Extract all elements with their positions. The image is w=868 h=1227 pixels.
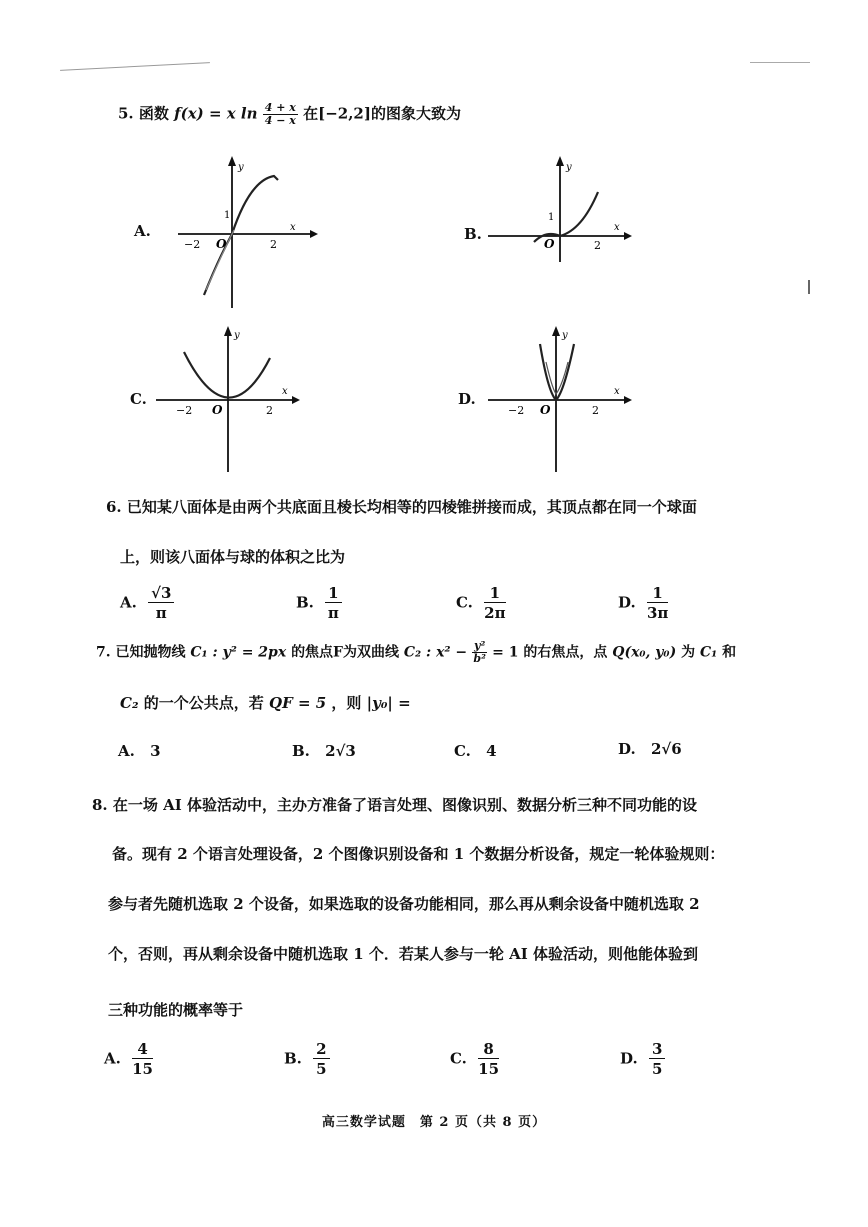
numerator: √3	[148, 584, 174, 603]
denominator: 2π	[484, 604, 506, 622]
scan-mark-top-left	[60, 62, 210, 71]
origin: O	[544, 237, 555, 251]
q8-line2: 备。现有 2 个语言处理设备，2 个图像识别设备和 1 个数据分析设备，规定一轮体验规则：	[112, 845, 725, 863]
q5-graph-a	[170, 150, 320, 315]
q5-graph-b	[486, 150, 636, 315]
q5-fraction	[263, 102, 298, 127]
denominator: 15	[132, 1060, 153, 1078]
q5-graph-c	[154, 322, 304, 474]
option-label: D.	[618, 740, 636, 758]
q5-stem	[118, 102, 461, 127]
denominator: 15	[478, 1060, 500, 1078]
q5-option-b-label: B.	[464, 225, 482, 243]
y-axis-arrow	[552, 326, 560, 336]
option-label: C.	[450, 1049, 467, 1068]
x-axis-name: x	[290, 222, 296, 233]
y-axis-name: y	[566, 162, 572, 173]
option-label: C.	[456, 593, 473, 612]
tick-pos: 2	[266, 404, 273, 417]
q8-number: 8.	[92, 796, 108, 814]
origin: O	[212, 403, 223, 417]
numerator: 3	[649, 1040, 665, 1059]
numerator: 1	[647, 584, 668, 603]
q7-line2	[120, 692, 411, 713]
numerator: 2	[313, 1040, 329, 1059]
curve	[534, 192, 598, 242]
q7-option-a[interactable]	[118, 742, 161, 760]
q7-c2-frac-den: b²	[473, 652, 486, 665]
q5-suffix: 在[−2,2]的图象大致为	[303, 104, 461, 123]
q7-c2: C₂	[120, 694, 139, 712]
option-value: 2√3	[325, 742, 356, 760]
q7-point: Q(x₀, y₀)	[612, 644, 677, 661]
origin: O	[540, 403, 551, 417]
q5-option-a-label: A.	[134, 222, 151, 240]
q8-option-c[interactable]	[450, 1040, 499, 1079]
q7-c2-eq-end: = 1	[492, 644, 519, 661]
q6-line1-text: 已知某八面体是由两个共底面且棱长均相等的四棱锥拼接而成，其顶点都在同一个球面	[126, 498, 697, 516]
q7-y0: |y₀| =	[366, 694, 411, 712]
q7-c2-fraction	[472, 640, 487, 665]
option-label: B.	[284, 1049, 302, 1068]
q7-text-e: 和	[722, 644, 737, 661]
origin: O	[216, 237, 227, 251]
y-axis-name: y	[234, 330, 240, 341]
q6-line1	[106, 496, 697, 517]
x-axis-name: x	[614, 386, 620, 397]
curve	[204, 176, 278, 295]
q7-text-d: 为	[681, 644, 696, 661]
tick-neg: −2	[508, 404, 525, 417]
denominator: π	[327, 604, 339, 622]
tick-one: 1	[548, 212, 555, 223]
q8-line4: 个，否则，再从剩余设备中随机选取 1 个．若某人参与一轮 AI 体验活动，则他能体验到	[108, 945, 698, 963]
q5-option-c-label: C.	[130, 390, 147, 408]
option-fraction	[148, 584, 174, 623]
option-label: A.	[104, 1049, 121, 1068]
curve	[184, 352, 270, 398]
denominator: π	[155, 604, 167, 622]
q5-option-d-label: D.	[458, 390, 476, 408]
q5-graph-d	[486, 322, 636, 474]
q6-number: 6.	[106, 498, 122, 516]
q8-option-b[interactable]	[284, 1040, 330, 1079]
q7-number: 7.	[96, 644, 111, 661]
q7-option-d[interactable]	[618, 740, 682, 758]
y-axis-name: y	[238, 162, 244, 173]
q5-prefix: 函数	[138, 104, 169, 123]
tick-pos: 2	[592, 404, 599, 417]
q6-line2: 上，则该八面体与球的体积之比为	[120, 548, 346, 566]
option-fraction	[325, 584, 341, 623]
q5-func: f(x) = x ln	[174, 104, 258, 123]
option-value: 4	[486, 742, 497, 760]
q7-option-b[interactable]	[292, 742, 356, 760]
y-axis-arrow	[228, 156, 236, 166]
x-axis-arrow	[310, 230, 318, 238]
x-axis-arrow	[624, 232, 632, 240]
page-footer: 高三数学试题 第 2 页（共 8 页）	[321, 1115, 547, 1130]
q8-line1	[92, 794, 697, 815]
q5-frac-num: 4 + x	[264, 101, 296, 114]
x-axis-arrow	[292, 396, 300, 404]
y-axis-arrow	[556, 156, 564, 166]
q7-text-c: 的右焦点，点	[523, 644, 608, 661]
q7-c1: C₁	[699, 644, 718, 661]
q7-text-f: 的一个公共点，若	[143, 694, 264, 712]
option-label: B.	[292, 742, 310, 760]
tick-neg: −2	[176, 404, 193, 417]
scan-mark-right	[808, 280, 810, 294]
option-fraction	[649, 1040, 665, 1079]
q6-option-a[interactable]	[120, 584, 174, 623]
option-label: A.	[120, 593, 137, 612]
denominator: 5	[651, 1060, 663, 1078]
q7-c2-frac-num: y²	[474, 639, 486, 652]
option-value: 2√6	[650, 740, 682, 758]
q6-option-b[interactable]	[296, 584, 342, 623]
q8-option-d[interactable]	[620, 1040, 665, 1079]
y-axis-arrow	[224, 326, 232, 336]
q7-c1-equation: C₁ : y² = 2px	[190, 644, 287, 661]
tick-one: 1	[224, 210, 231, 221]
numerator: 8	[478, 1040, 499, 1059]
numerator: 1	[325, 584, 341, 603]
q5-number: 5.	[118, 104, 134, 123]
option-label: D.	[620, 1049, 638, 1068]
option-fraction	[484, 584, 505, 623]
option-fraction	[647, 584, 668, 623]
x-axis-name: x	[282, 386, 288, 397]
numerator: 1	[484, 584, 505, 603]
option-fraction	[313, 1040, 329, 1079]
option-fraction	[132, 1040, 153, 1079]
denominator: 3π	[646, 604, 669, 622]
tick-neg: −2	[184, 238, 201, 251]
x-axis-name: x	[614, 222, 620, 233]
q5-frac-den: 4 − x	[264, 114, 296, 127]
q7-option-c[interactable]	[454, 742, 497, 760]
q6-option-c[interactable]	[456, 584, 506, 623]
option-label: D.	[618, 593, 636, 612]
scan-mark-top-right	[750, 62, 810, 63]
denominator: 5	[316, 1060, 327, 1078]
y-axis-name: y	[562, 330, 568, 341]
option-label: A.	[118, 742, 135, 760]
tick-pos: 2	[270, 238, 277, 251]
q7-c2-equation: C₂ : x² −	[403, 644, 468, 661]
q6-option-d[interactable]	[618, 584, 668, 623]
option-label: C.	[454, 742, 471, 760]
q7-text-g: ，则	[331, 694, 362, 712]
q8-line1-text: 在一场 AI 体验活动中，主办方准备了语言处理、图像识别、数据分析三种不同功能的设	[112, 796, 698, 814]
q8-line3: 参与者先随机选取 2 个设备，如果选取的设备功能相同，那么再从剩余设备中随机选取 2	[108, 895, 700, 913]
q8-option-a[interactable]	[104, 1040, 153, 1079]
q7-line1	[96, 640, 736, 665]
option-fraction	[478, 1040, 499, 1079]
q7-text-b: 的焦点F为双曲线	[291, 644, 400, 661]
tick-pos: 2	[594, 239, 601, 252]
option-value: 3	[150, 742, 161, 760]
q8-line5: 三种功能的概率等于	[108, 1001, 244, 1019]
q7-text-a: 已知抛物线	[115, 644, 186, 661]
numerator: 4	[132, 1040, 153, 1059]
x-axis-arrow	[624, 396, 632, 404]
option-label: B.	[296, 593, 314, 612]
q7-qf: QF = 5	[269, 694, 327, 712]
